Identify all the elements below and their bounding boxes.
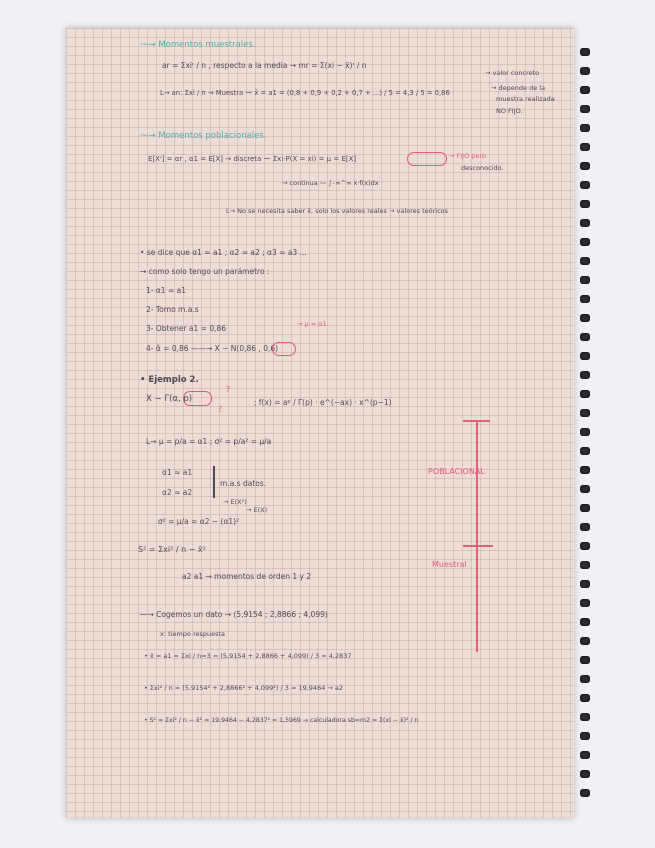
- step-3: 3- Obtener a1 = 0,86: [146, 324, 227, 333]
- binding-hole: [580, 371, 590, 379]
- binding-hole: [580, 143, 590, 151]
- highlight-estimate: [272, 342, 296, 356]
- binding-hole: [580, 504, 590, 512]
- binding-hole: [580, 523, 590, 531]
- divider-top: [463, 420, 490, 422]
- heading-example-2: • Ejemplo 2.: [140, 375, 199, 385]
- statement-approx: • se dice que α1 ≈ a1 ; α2 ≈ a2 ; α3 ≈ a3 ...: [140, 248, 307, 257]
- binding-hole: [580, 428, 590, 436]
- label-poblacional: POBLACIONAL: [428, 467, 485, 476]
- binding-hole: [580, 409, 590, 417]
- note-no-sample-needed: L→ No se necesita saber x̄, solo los valores reales → valores teóricos: [226, 207, 449, 215]
- approx-alpha2: α2 ≈ a2: [162, 488, 193, 497]
- highlight-params: [183, 391, 212, 406]
- binding-hole: [580, 48, 590, 56]
- binding-hole: [580, 86, 590, 94]
- note-depends-3: NO FIJO.: [496, 107, 523, 115]
- binding-hole: [580, 390, 590, 398]
- binding-hole: [580, 124, 590, 132]
- variable-description: x: tiempo respuesta: [160, 630, 226, 638]
- binding-hole: [580, 447, 590, 455]
- binding-hole: [580, 105, 590, 113]
- heading-population-moments: ⁓→ Momentos poblacionales.: [140, 131, 267, 141]
- binding-hole: [580, 295, 590, 303]
- binding-hole: [580, 580, 590, 588]
- formula-continuous: → continua ⁓ ∫₋∞^∞ x·f(x)dx: [282, 179, 379, 187]
- formula-sample-moment: ar = Σxiʳ / n , respecto a la media → mr = Σ(xi − x̄)ʳ / n: [162, 61, 367, 70]
- binding-hole: [580, 466, 590, 474]
- label-muestral: Muestral: [432, 560, 467, 569]
- step-2: 2- Tomo m.a.s: [146, 305, 199, 314]
- binding-hole: [580, 561, 590, 569]
- binding-hole: [580, 485, 590, 493]
- formula-sample-mean: L→ an: Σxi / n → Muestra ⁓ x̄ = a1 = (0,8 + 0,9 + 0,2 + 0,7 + ...) / 5 = 4,3 / 5 = 0,86: [160, 89, 450, 97]
- binding-hole: [580, 732, 590, 740]
- note-mu-alpha: → μ = α1: [297, 320, 327, 328]
- binding-hole: [580, 219, 590, 227]
- variance-formula: σ² = μ/a = α2 − (α1)²: [158, 517, 240, 526]
- binding-hole: [580, 713, 590, 721]
- binding-hole: [580, 200, 590, 208]
- binding-hole: [580, 67, 590, 75]
- question-mark-2: ?: [218, 405, 222, 414]
- note-ex: → E(X): [246, 506, 268, 514]
- binding-hole: [580, 276, 590, 284]
- note-concrete-value: → valor concreto: [485, 69, 540, 77]
- sample-variance-formula: S² = Σxi² / n − x̄²: [138, 545, 206, 554]
- binding-hole: [580, 162, 590, 170]
- brace: [213, 466, 215, 498]
- statement-one-parameter: → como solo tengo un parámetro :: [140, 267, 270, 276]
- binding-hole: [580, 656, 590, 664]
- heading-sample-moments: ⁓→ Momentos muestrales.: [140, 40, 256, 50]
- approx-alpha1: α1 ≈ a1: [162, 468, 193, 477]
- note-ex2: → E(X²): [223, 498, 247, 506]
- note-depends-1: → depende de la: [491, 84, 546, 92]
- note-depends-2: muestra realizada: [496, 95, 555, 103]
- binding-hole: [580, 333, 590, 341]
- calc-mean: • x̄ = a1 = Σxi / n=3 = (5,9154 + 2,8866 + 4,099) / 3 = 4,2837: [144, 652, 352, 660]
- calc-second-moment: • Σxi² / n = (5,9154² + 2,8866² + 4,099²) / 3 = 19,9464 → a2: [144, 684, 344, 692]
- binding-hole: [580, 618, 590, 626]
- binding-hole: [580, 257, 590, 265]
- binding-hole: [580, 238, 590, 246]
- note-moments-order: a2 a1 → momentos de orden 1 y 2: [182, 572, 312, 581]
- binding-hole: [580, 675, 590, 683]
- formula-population-moment: E[Xʳ] = αr , α1 = E[X] → discreta ⁓ Σxi·P(X = xi) = μ = E[X]: [148, 155, 357, 163]
- binding-hole: [580, 770, 590, 778]
- calc-sample-variance: • S² = Σxi² / n − x̄² = 19,9464 − 4,2837² = 1,5969 → calculadora sb=m2 = Σ(xi − x̄)² / n: [144, 717, 419, 724]
- note-fixed: → FIJO pero: [449, 152, 486, 160]
- notebook-page: [66, 28, 574, 818]
- divider-mid: [463, 545, 493, 547]
- binding-hole: [580, 181, 590, 189]
- divider-line: [476, 420, 478, 652]
- binding-hole: [580, 599, 590, 607]
- binding-hole: [580, 542, 590, 550]
- step-1: 1- α1 ≈ a1: [146, 286, 186, 295]
- gamma-distribution: X ∼ Γ(α, p): [146, 394, 193, 404]
- binding-hole: [580, 637, 590, 645]
- binding-hole: [580, 694, 590, 702]
- binding-hole: [580, 789, 590, 797]
- binding-hole: [580, 751, 590, 759]
- binding-hole: [580, 314, 590, 322]
- spiral-binding: [580, 48, 594, 808]
- question-mark-1: ?: [226, 385, 230, 394]
- note-sample-data: m.a.s datos.: [220, 479, 267, 488]
- binding-hole: [580, 352, 590, 360]
- gamma-density: ; f(x) = aᵖ / Γ(p) · e^(−ax) · x^(p−1): [254, 398, 392, 407]
- step-4: 4- α̂ = 0,86 ——→ X ∼ N(0,86 , 0,6): [146, 344, 279, 353]
- highlight-ex: [407, 152, 447, 166]
- gamma-mean-variance: L→ μ = p/a = α1 ; σ² = p/a² = μ/a: [146, 437, 272, 446]
- data-sample: ⁓→ Cogemos un dato → (5,9154 ; 2,8866 ; 4,099): [140, 610, 328, 619]
- note-unknown: desconocido.: [461, 164, 504, 172]
